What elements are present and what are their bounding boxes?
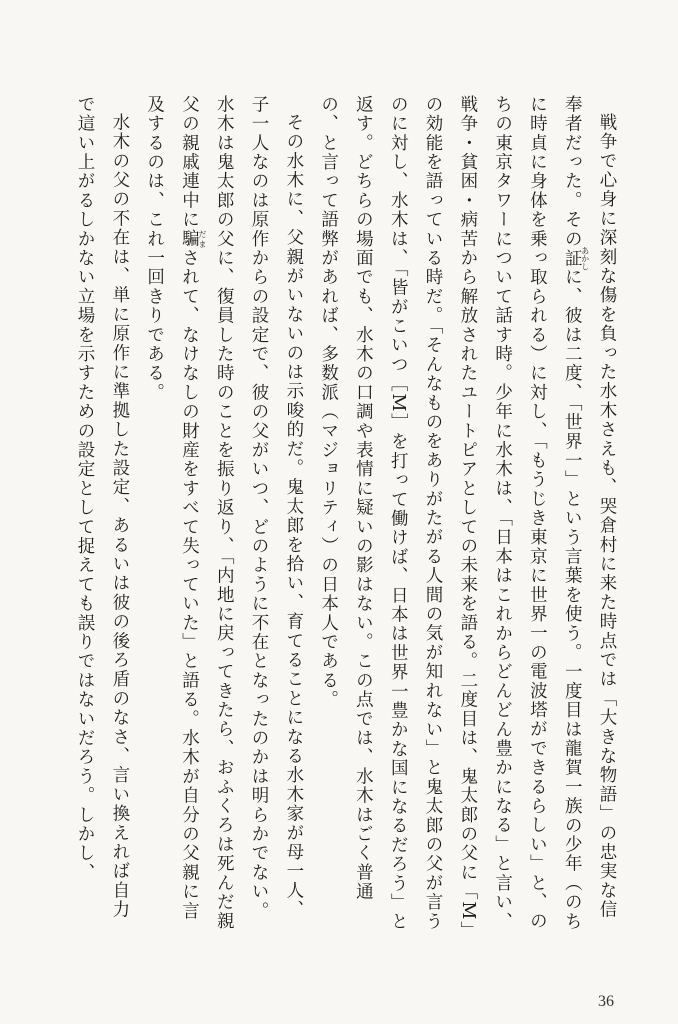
ruby-base: 騙 — [179, 229, 200, 249]
text-run: その水木に、父親がいないのは示唆的だ。鬼太郎を拾い、育てることになる水木家が母一人、子一人なのは原作からの設定で、彼の父がいつ、どのように不在となったのかは明らかでない。水木は鬼太郎の父に、復員した時のことを振り返り、「内地に戻ってきたら、おふくろは死んだ親父の親戚連中に — [179, 95, 304, 932]
page-number: 36 — [598, 993, 614, 1010]
paragraph-3 — [67, 95, 137, 935]
text-run: に、彼は二度、「世界一」という言葉を使う。一度目は龍賀一族の少年（のちに時貞に身体を乗っ取られる）に対し、「もうじき東京に世界一の電波塔ができるらしい」と、のちの東京タワーについて話す時。少年に水木は、「日本はこれからどんどん豊かになる」と言い、戦争・貧困・病苦から解放されたユートピアとしての未来を語る。二度目は、鬼太郎の父に「M」の効能を語っている時だ。「そんなものをありがたがる人間の気が知れない」と鬼太郎の父が言うのに対し、水木は、「皆がこいつ［M］を打って働けば、日本は世界一豊かな国になるだろう」と返す。どちらの場面でも、水木の口調や表情に疑いの影はない。この点では、水木はごく普通の、と言って語弊があれば、多数派（マジョリティ）の日本人である。 — [318, 95, 583, 932]
body-text-vertical — [64, 95, 624, 935]
text-run: 水木の父の不在は、単に原作に準拠した設定、あるいは彼の後ろ盾のなさ、言い換えれば自力で這い上がるしかない立場を示すための設定として捉えても誤りではないだろう。しかし、 — [75, 95, 130, 919]
ruby-base: 証 — [562, 246, 583, 271]
text-run: されて、なけなしの財産をすべて失っていた」と語る。水木が自分の父親に言及するのは、これ一回きりである。 — [144, 95, 200, 921]
ruby-annotation — [562, 246, 590, 271]
text-run: 戦争で心身に深刻な傷を負った水木さえも、哭倉村に来た時点では「大きな物語」の忠実な信奉者だった。その — [562, 95, 617, 919]
paragraph-2 — [137, 95, 311, 935]
ruby-annotation — [179, 229, 207, 249]
ruby-reading: あかし — [580, 246, 590, 271]
ruby-reading: だま — [197, 229, 207, 249]
paragraph-1 — [311, 95, 624, 935]
